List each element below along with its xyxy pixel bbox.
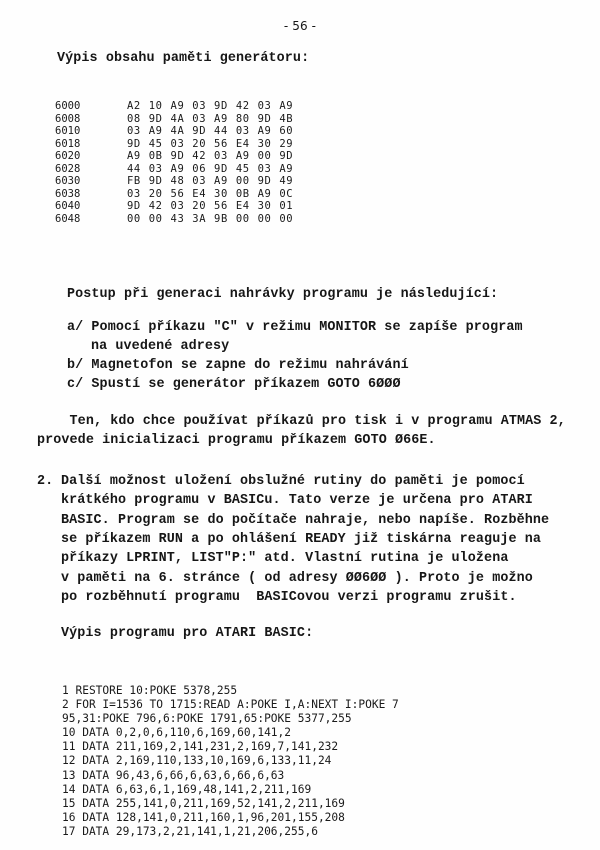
hexdump-row xyxy=(55,138,293,151)
basic-line: 15 DATA 255,141,0,211,169,52,141,2,211,169 xyxy=(62,796,345,810)
hexdump-row xyxy=(55,150,293,163)
hexdump-row xyxy=(55,175,293,188)
hexdump-address: 6030 xyxy=(55,175,81,187)
hexdump-bytes: 9D 45 03 20 56 E4 30 29 xyxy=(127,137,294,150)
step-text: Pomocí příkazu "C" v režimu MONITOR se zapíše program xyxy=(91,320,523,335)
basic-listing xyxy=(62,684,399,839)
hexdump-address: 6010 xyxy=(55,125,81,137)
basic-line: 1 RESTORE 10:POKE 5378,255 xyxy=(62,684,238,697)
hexdump-table xyxy=(55,100,293,225)
hexdump-address: 6048 xyxy=(55,212,81,225)
atmas-note-line: provede inicializaci programu příkazem GOTO Ø66E. xyxy=(37,433,436,448)
hexdump-bytes: 9D 42 03 20 56 E4 30 01 xyxy=(127,200,294,212)
hexdump-bytes: 03 A9 4A 9D 44 03 A9 60 xyxy=(127,125,294,137)
hexdump-row xyxy=(55,188,293,201)
basic-line: 2 FOR I=1536 TO 1715:READ A:POKE I,A:NEXT I:POKE 7 xyxy=(62,698,399,712)
section-2-line: Další možnost uložení obslužné rutiny do paměti je pomocí xyxy=(61,474,525,489)
section-2-line: v paměti na 6. stránce ( od adresy ØØ6ØØ ). Proto je možno xyxy=(61,570,533,586)
section-2-marker: 2. xyxy=(37,474,54,489)
procedure-intro: Postup při generaci nahrávky programu je následující: xyxy=(67,287,499,302)
hexdump-row xyxy=(55,125,293,138)
hexdump-bytes: A9 0B 9D 42 03 A9 00 9D xyxy=(127,150,294,162)
hexdump-heading: Výpis obsahu paměti generátoru: xyxy=(57,51,310,66)
atmas-note-line: Ten, kdo chce používat příkazů pro tisk i v programu ATMAS 2, xyxy=(37,414,566,429)
step-b xyxy=(67,358,409,373)
page-number: - 56 - xyxy=(283,19,317,33)
basic-line: 17 DATA 29,173,2,21,141,1,21,206,255,6 xyxy=(62,824,318,838)
step-marker: b/ xyxy=(67,358,84,373)
basic-line: 12 DATA 2,169,110,133,10,169,6,133,11,24 xyxy=(62,754,332,768)
section-2-line: BASIC. Program se do počítače nahraje, nebo napíše. Rozběhne xyxy=(61,512,550,528)
basic-heading: Výpis programu pro ATARI BASIC: xyxy=(61,626,314,641)
basic-line: 14 DATA 6,63,6,1,169,48,141,2,211,169 xyxy=(62,782,312,796)
hexdump-address: 6020 xyxy=(55,150,81,162)
hexdump-bytes: 03 20 56 E4 30 0B A9 0C xyxy=(127,187,294,200)
step-marker: c/ xyxy=(67,377,84,392)
hexdump-bytes: 44 03 A9 06 9D 45 03 A9 xyxy=(127,162,294,175)
basic-line: 10 DATA 0,2,0,6,110,6,169,60,141,2 xyxy=(62,726,292,740)
step-a-continuation: na uvedené adresy xyxy=(91,339,230,354)
section-2-line: po rozběhnutí programu BASICovou verzi programu zrušit. xyxy=(61,589,517,605)
section-2-line: krátkého programu v BASICu. Tato verze je určena pro ATARI xyxy=(61,493,533,509)
hexdump-address: 6008 xyxy=(55,112,81,125)
hexdump-address: 6028 xyxy=(55,162,81,175)
hexdump-row xyxy=(55,163,293,176)
hexdump-address: 6018 xyxy=(55,137,81,150)
section-2-line: se příkazem RUN a po ohlášení READY již tiskárna reaguje na xyxy=(61,531,542,547)
step-marker: a/ xyxy=(67,320,84,335)
hexdump-row xyxy=(55,213,293,226)
basic-line: 13 DATA 96,43,6,66,6,63,6,66,6,63 xyxy=(62,768,285,782)
hexdump-bytes: FB 9D 48 03 A9 00 9D 49 xyxy=(127,175,294,187)
hexdump-bytes: 08 9D 4A 03 A9 80 9D 4B xyxy=(127,112,294,125)
hexdump-address: 6038 xyxy=(55,187,81,200)
hexdump-bytes: 00 00 43 3A 9B 00 00 00 xyxy=(127,212,294,225)
hexdump-row xyxy=(55,113,293,126)
step-text: Spustí se generátor příkazem GOTO 6ØØØ xyxy=(91,377,401,392)
section-2-line: příkazy LPRINT, LIST"P:" atd. Vlastní rutina je uložena xyxy=(61,551,509,567)
step-text: Magnetofon se zapne do režimu nahrávání xyxy=(91,358,409,373)
basic-line: 95,31:POKE 796,6:POKE 1791,65:POKE 5377,255 xyxy=(62,712,352,726)
step-a xyxy=(67,320,523,335)
step-c xyxy=(67,377,401,392)
basic-line: 11 DATA 211,169,2,141,231,2,169,7,141,232 xyxy=(62,740,339,754)
basic-line: 16 DATA 128,141,0,211,160,1,96,201,155,208 xyxy=(62,810,345,824)
hexdump-address: 6040 xyxy=(55,200,81,212)
hexdump-address: 6000 xyxy=(55,100,81,112)
hexdump-row xyxy=(55,100,293,113)
hexdump-bytes: A2 10 A9 03 9D 42 03 A9 xyxy=(127,100,294,112)
hexdump-row xyxy=(55,200,293,213)
